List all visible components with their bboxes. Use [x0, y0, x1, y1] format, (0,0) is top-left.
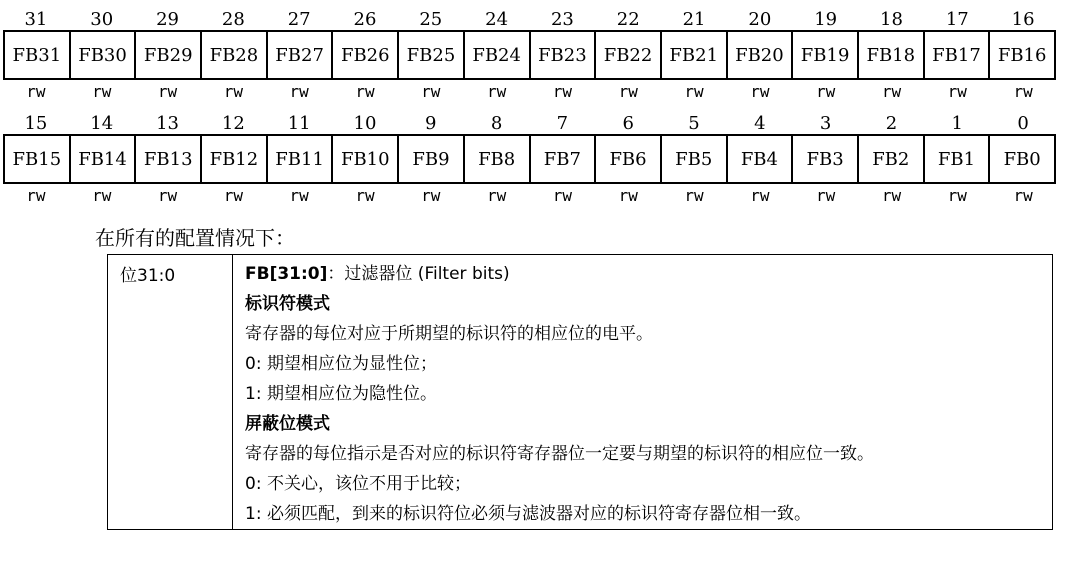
register-field: FB10: [331, 136, 397, 182]
bit-number: 0: [1017, 112, 1029, 134]
mask-mode-heading: 屏蔽位模式: [245, 414, 330, 434]
register-field: FB20: [726, 32, 792, 78]
register-field: FB1: [923, 136, 989, 182]
access-type: rw: [92, 185, 112, 205]
register-field: FB19: [791, 32, 857, 78]
register-field: FB23: [529, 32, 595, 78]
access-type: rw: [750, 81, 770, 101]
bit-number: 3: [819, 112, 832, 134]
register-field: FB29: [134, 32, 200, 78]
register-field-row: [3, 30, 1056, 80]
register-field: FB28: [200, 32, 266, 78]
access-type: rw: [618, 185, 638, 205]
bit-number: 16: [1011, 8, 1035, 30]
bit-number: 28: [221, 8, 245, 30]
access-type: rw: [684, 81, 704, 101]
field-title: [245, 259, 1052, 289]
register-field: FB0: [988, 136, 1054, 182]
access-type: rw: [26, 185, 46, 205]
bit-number: 27: [287, 8, 311, 30]
access-type: rw: [947, 185, 967, 205]
bit-number: 1: [951, 112, 963, 134]
access-type: rw: [26, 81, 46, 101]
access-type: rw: [1013, 185, 1033, 205]
register-field: FB25: [397, 32, 463, 78]
register-field: FB15: [12, 148, 62, 170]
register-field: FB13: [134, 136, 200, 182]
access-type: rw: [816, 185, 836, 205]
register-field: FB2: [857, 136, 923, 182]
register-field: FB3: [791, 136, 857, 182]
bit-number: 25: [419, 8, 443, 30]
register-field: FB11: [266, 136, 332, 182]
register-field: FB17: [923, 32, 989, 78]
register-field: FB16: [988, 32, 1054, 78]
access-type: rw: [157, 185, 178, 205]
access-type: rw: [355, 81, 375, 101]
bit-number: 31: [24, 8, 48, 30]
bit-number-row: [3, 112, 1056, 134]
register-field: FB14: [69, 136, 135, 182]
bit-number: 20: [748, 8, 772, 30]
register-field: FB7: [529, 136, 595, 182]
bit-number: 17: [945, 8, 969, 30]
bit-number: 9: [425, 112, 437, 134]
bit-number: 12: [221, 112, 245, 134]
register-field: FB30: [69, 32, 135, 78]
bit-number: 5: [688, 112, 700, 134]
access-type: rw: [618, 81, 638, 101]
bit-number: 8: [490, 112, 503, 134]
register-field: FB4: [726, 136, 792, 182]
bit-number: 23: [550, 8, 574, 30]
register-upper-half: [3, 8, 1056, 102]
id-mode-text: 寄存器的每位对应于所期望的标识符的相应位的电平。: [245, 324, 653, 344]
bit-number: 7: [556, 112, 569, 134]
register-field: FB24: [463, 32, 529, 78]
register-field: FB18: [857, 32, 923, 78]
access-type: rw: [947, 81, 967, 101]
bit-range-cell: [108, 255, 233, 530]
access-type: rw: [552, 81, 573, 101]
bit-description-table: [107, 254, 1053, 530]
field-title-text: ：过滤器位 (Filter bits): [327, 264, 510, 284]
access-type: rw: [223, 185, 243, 205]
mask-mode-value-0: 0: 不关心，该位不用于比较；: [245, 474, 471, 494]
register-field: FB9: [397, 136, 463, 182]
access-type: rw: [421, 185, 441, 205]
id-mode-heading: 标识符模式: [245, 294, 330, 314]
intro-text: 在所有的配置情况下：: [95, 226, 295, 250]
register-lower-half: [3, 112, 1056, 206]
access-type: rw: [355, 185, 375, 205]
access-type: rw: [223, 81, 243, 101]
bit-number: 13: [156, 112, 179, 134]
bit-number: 18: [880, 8, 903, 30]
register-field: FB6: [594, 136, 660, 182]
bit-number-row: [3, 8, 1056, 30]
bit-number: 19: [814, 8, 838, 30]
field-name: FB[31:0]: [245, 264, 328, 284]
bit-range-label: 位31:0: [120, 266, 176, 286]
bit-number: 26: [353, 8, 377, 30]
register-field: FB26: [331, 32, 397, 78]
access-type: rw: [750, 185, 770, 205]
access-type-row: [3, 80, 1056, 102]
access-type: rw: [92, 81, 112, 101]
bit-number: 15: [24, 112, 48, 134]
access-type: rw: [289, 185, 309, 205]
access-type: rw: [157, 81, 178, 101]
id-mode-value-0: 0: 期望相应位为显性位；: [245, 354, 437, 374]
register-field: FB31: [12, 44, 62, 66]
bit-number: 11: [287, 112, 311, 134]
access-type: rw: [881, 81, 902, 101]
id-mode-value-1: 1: 期望相应位为隐性位。: [245, 384, 437, 404]
access-type: rw: [881, 185, 902, 205]
register-field: FB12: [200, 136, 266, 182]
mask-mode-text: 寄存器的每位指示是否对应的标识符寄存器位一定要与期望的标识符的相应位一致。: [245, 444, 874, 464]
access-type: rw: [289, 81, 309, 101]
bit-number: 30: [90, 8, 114, 30]
access-type-row: [3, 184, 1056, 206]
register-field: FB27: [266, 32, 332, 78]
bit-number: 21: [682, 8, 706, 30]
mask-mode-value-1: 1: 必须匹配，到来的标识符位必须与滤波器对应的标识符寄存器位相一致。: [245, 504, 811, 524]
description-cell: [233, 255, 1053, 530]
access-type: rw: [1013, 81, 1033, 101]
bit-number: 6: [622, 112, 634, 134]
register-field: FB22: [594, 32, 660, 78]
register-field: FB8: [463, 136, 529, 182]
register-field: FB5: [660, 136, 726, 182]
bit-number: 10: [353, 112, 377, 134]
access-type: rw: [421, 81, 441, 101]
bit-number: 14: [90, 112, 114, 134]
bit-number: 4: [754, 112, 766, 134]
access-type: rw: [486, 185, 507, 205]
register-field-row: [3, 134, 1056, 184]
bit-number: 24: [485, 8, 509, 30]
bit-number: 2: [885, 112, 898, 134]
register-field: FB21: [660, 32, 726, 78]
bit-number: 22: [616, 8, 640, 30]
access-type: rw: [816, 81, 836, 101]
access-type: rw: [486, 81, 507, 101]
access-type: rw: [552, 185, 573, 205]
access-type: rw: [684, 185, 704, 205]
bit-number: 29: [156, 8, 179, 30]
